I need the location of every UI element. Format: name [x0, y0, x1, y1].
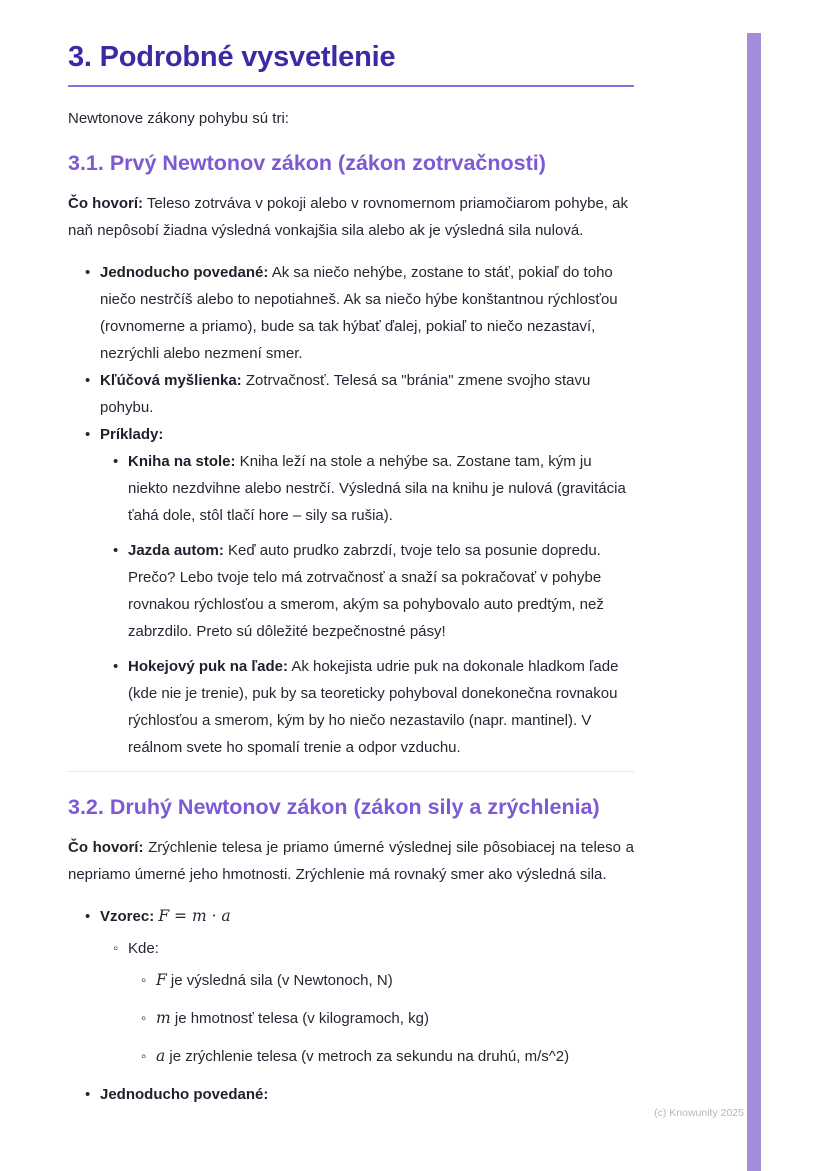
- list-item: [96, 448, 634, 529]
- list-item: [68, 1081, 634, 1108]
- lead-text: Zrýchlenie telesa je priamo úmerné výslednej sile pôsobiacej na teleso a nepriamo úmerné jeho hmotnosti. Zrýchlenie má rovnaký smer ako výsledná sila.: [68, 839, 634, 883]
- right-accent-bar: [747, 33, 761, 1171]
- list-item: [96, 537, 634, 645]
- math-variable: F: [156, 971, 167, 989]
- list-item-text: Jazda autom: Keď auto prudko zabrzdí, tvoje telo sa posunie dopredu. Prečo? Lebo tvoje telo má zotrvačnosť a snaží sa pokračovať v pohybe rovnakou rýchlosťou a smerom, akým sa pohybovalo auto predtým, než zabrzdilo. Preto sú dôležité bezpečnostné pásy!: [128, 542, 604, 640]
- list-item-text: Hokejový puk na ľade: Ak hokejista udrie puk na dokonale hladkom ľade (kde nie je trenie), puk by sa teoreticky pohyboval donekonečna rovnakou rýchlosťou a smerom, kým by ho niečo nezastavilo (napr. mantinel). V reálnom svete ho spomalí trenie a odpor vzduchu.: [128, 658, 619, 756]
- section1-lead: [68, 190, 634, 244]
- list-item: [68, 367, 634, 421]
- lead-label: Čo hovorí:: [68, 195, 143, 212]
- section2-lead: [68, 834, 634, 888]
- bullet-disc-marker: •: [85, 908, 91, 925]
- list-item-text: F je výsledná sila (v Newtonoch, N): [156, 971, 393, 989]
- math-variable: m: [156, 1009, 171, 1027]
- section-second-law: [68, 794, 634, 1108]
- sublist: [96, 967, 634, 1070]
- bullet-disc-marker: •: [113, 453, 119, 470]
- section1-heading: 3.1. Prvý Newtonov zákon (zákon zotrvačnosti): [68, 151, 546, 175]
- list-item-label: Hokejový puk na ľade:: [128, 658, 288, 675]
- list-item: [68, 421, 634, 761]
- sublist: [68, 448, 634, 761]
- bullet-circle-marker: ◦: [141, 972, 147, 989]
- list-item: [68, 259, 634, 367]
- list-item-text: Jednoducho povedané: Ak sa niečo nehýbe, zostane to stáť, pokiaľ do toho niečo nestrčíš alebo to nepotiahneš. Ak sa niečo hýbe konštantnou rýchlosťou (rovnomerne a priamo), bude sa tak hýbať ďalej, pokiaľ to niečo nezastaví, nezrýchli alebo nezmení smer.: [100, 264, 618, 362]
- page-content: [68, 41, 634, 1116]
- list-item-text: Kniha na stole: Kniha leží na stole a nehýbe sa. Zostane tam, kým ju niekto nezdvihne alebo nestrčí. Výsledná sila na knihu je nulová (gravitácia ťahá dole, stôl tlačí hore – sily sa rušia).: [128, 453, 626, 524]
- list-item-label: Príklady:: [100, 426, 164, 443]
- list-item: [68, 903, 634, 1070]
- bullet-circle-marker: ◦: [141, 1010, 147, 1027]
- list-item-label: Jazda autom:: [128, 542, 224, 559]
- list-item-label: Kniha na stole:: [128, 453, 236, 470]
- list-item-text: [100, 421, 634, 448]
- section1-bullet-list: [68, 259, 634, 761]
- list-item: [124, 1005, 634, 1032]
- list-item-text: m je hmotnosť telesa (v kilogramoch, kg): [156, 1009, 429, 1027]
- list-item-text: a je zrýchlenie telesa (v metroch za sekundu na druhú, m/s^2): [156, 1047, 570, 1065]
- list-item-label: Jednoducho povedané:: [100, 1086, 269, 1103]
- section2-heading: 3.2. Druhý Newtonov zákon (zákon sily a zrýchlenia): [68, 795, 600, 819]
- list-item: [124, 1043, 634, 1070]
- intro-paragraph: Newtonove zákony pohybu sú tri:: [68, 110, 289, 127]
- bullet-disc-marker: •: [85, 426, 91, 443]
- list-item-label: Kľúčová myšlienka:: [100, 372, 242, 389]
- list-item-text: Kľúčová myšlienka: Zotrvačnosť. Telesá sa "bránia" zmene svojho stavu pohybu.: [100, 372, 591, 416]
- list-item-label: Vzorec:: [100, 908, 155, 925]
- bullet-disc-marker: •: [85, 264, 91, 281]
- title-underline: [68, 85, 634, 87]
- page-title: 3. Podrobné vysvetlenie: [68, 41, 396, 73]
- bullet-disc-marker: •: [85, 372, 91, 389]
- math-formula: F = m · a: [158, 907, 231, 925]
- bullet-disc-marker: •: [113, 542, 119, 559]
- section-divider: [68, 771, 634, 772]
- bullet-disc-marker: •: [85, 1086, 91, 1103]
- bullet-circle-marker: ◦: [113, 940, 119, 957]
- list-item-text: [100, 1081, 634, 1108]
- bullet-circle-marker: ◦: [141, 1048, 147, 1065]
- section-first-law: [68, 150, 634, 761]
- list-item: [124, 967, 634, 994]
- lead-label: Čo hovorí:: [68, 839, 144, 856]
- list-item: [96, 653, 634, 761]
- footer-watermark: (c) Knowunity 2025: [654, 1107, 744, 1119]
- bullet-disc-marker: •: [113, 658, 119, 675]
- sublist: [68, 935, 634, 1070]
- list-item-text: Kde:: [128, 940, 159, 957]
- list-item-label: Jednoducho povedané:: [100, 264, 269, 281]
- list-item: [96, 935, 634, 1070]
- math-variable: a: [156, 1047, 166, 1065]
- section2-bullet-list: [68, 903, 634, 1108]
- lead-text: Teleso zotrváva v pokoji alebo v rovnomernom priamočiarom pohybe, ak naň nepôsobí žiadna výsledná vonkajšia sila alebo ak je výsledná sila nulová.: [68, 195, 628, 239]
- list-item-text: [100, 903, 634, 930]
